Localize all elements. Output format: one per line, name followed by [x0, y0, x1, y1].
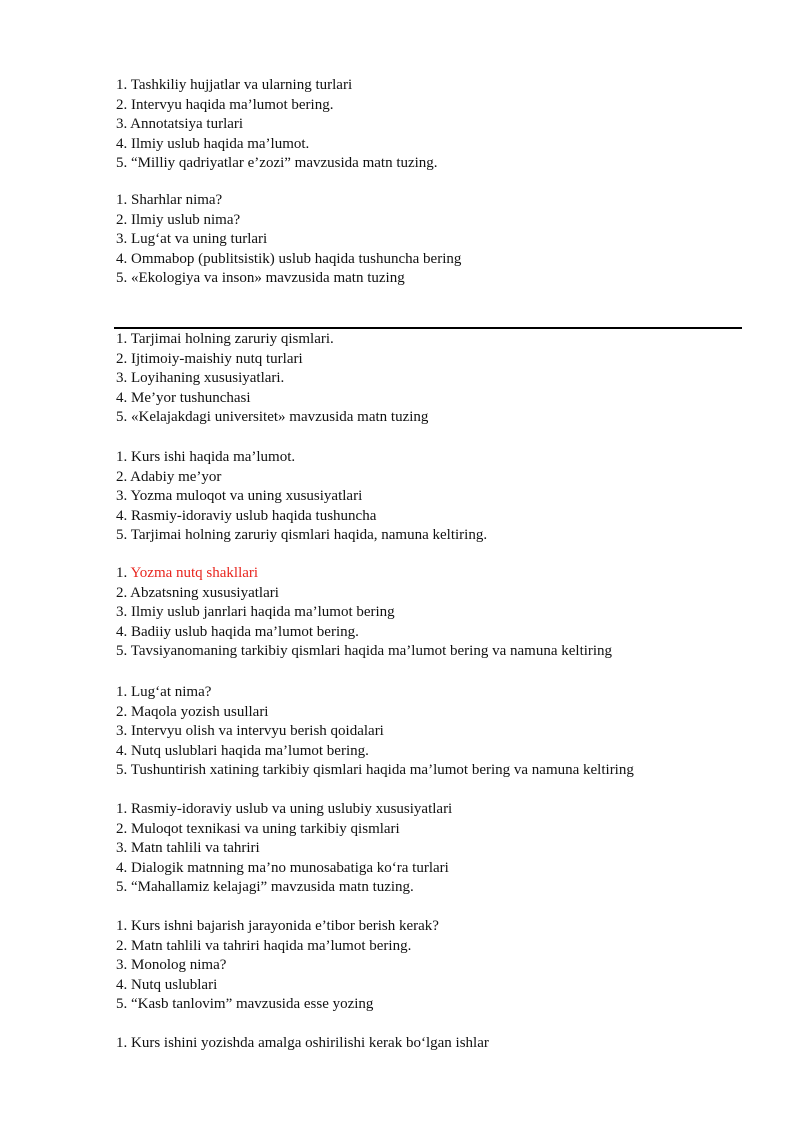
question-item: 1. Kurs ishni bajarish jarayonida e’tibor berish kerak? [116, 918, 439, 934]
question-item: 2. Maqola yozish usullari [116, 703, 269, 720]
question-item: 5. Tavsiyanomaning tarkibiy qismlari haqida ma’lumot bering va namuna keltiring [116, 643, 613, 660]
question-item: 2. Abzatsning xususiyatlari [116, 584, 279, 601]
question-item: 3. Matn tahlili va tahriri [116, 840, 260, 857]
question-item: 2. Adabiy me’yor [116, 468, 222, 485]
highlighted-question-text: Yozma nutq shakllari [130, 565, 259, 581]
question-item: 1. Tarjimai holning zaruriy qismlari. [116, 331, 334, 347]
question-item: 5. «Kelajakdagi universitet» mavzusida matn tuzing [116, 409, 429, 426]
question-item: 2. Ilmiy uslub nima? [116, 211, 241, 228]
question-item: 3. Annotatsiya turlari [116, 116, 244, 133]
question-item: 4. Me’yor tushunchasi [116, 389, 251, 406]
question-item: 4. Nutq uslublari [116, 976, 218, 993]
question-item: 4. Ommabop (publitsistik) uslub haqida tushuncha bering [116, 250, 462, 267]
question-item: 4. Ilmiy uslub haqida ma’lumot. [116, 135, 310, 152]
question-item: 5. «Ekologiya va inson» mavzusida matn tuzing [116, 270, 405, 287]
question-item: 1. Sharhlar nima? [116, 192, 223, 208]
question-item: 2. Muloqot texnikasi va uning tarkibiy qismlari [116, 820, 400, 837]
question-group-2 [116, 191, 461, 289]
horizontal-divider [114, 327, 742, 329]
question-group-7 [116, 800, 452, 898]
question-item: 4. Badiiy uslub haqida ma’lumot bering. [116, 623, 359, 640]
question-item: 1. Rasmiy-idoraviy uslub va uning uslubiy xususiyatlari [116, 801, 453, 817]
question-item: 5. “Mahallamiz kelajagi” mavzusida matn tuzing. [116, 879, 414, 896]
question-item: 5. Tushuntirish xatining tarkibiy qismlari haqida ma’lumot bering va namuna keltiring [116, 762, 634, 779]
question-item: 4. Dialogik matnning ma’no munosabatiga ko‘ra turlari [116, 859, 449, 876]
question-item: 1. Kurs ishini yozishda amalga oshirilishi kerak bo‘lgan ishlar [116, 1035, 489, 1051]
question-group-5 [116, 564, 612, 662]
question-item: 2. Ijtimoiy-maishiy nutq turlari [116, 350, 303, 367]
question-item: 4. Rasmiy-idoraviy uslub haqida tushuncha [116, 507, 377, 524]
question-item: 3. Loyihaning xususiyatlari. [116, 370, 285, 387]
question-group-6 [116, 683, 634, 781]
question-item: 5. “Milliy qadriyatlar e’zozi” mavzusida matn tuzing. [116, 155, 438, 172]
question-item: 1. Tashkiliy hujjatlar va ularning turlari [116, 77, 353, 93]
question-group-8 [116, 917, 439, 1015]
question-item: 1. Lug‘at nima? [116, 684, 212, 700]
question-item: 3. Ilmiy uslub janrlari haqida ma’lumot bering [116, 604, 395, 621]
question-item [116, 564, 612, 584]
question-group-4 [116, 448, 487, 546]
question-item: 1. Kurs ishi haqida ma’lumot. [116, 449, 296, 465]
question-item: 3. Yozma muloqot va uning xususiyatlari [116, 488, 363, 505]
question-group-3 [116, 330, 428, 428]
question-item: 2. Intervyu haqida ma’lumot bering. [116, 96, 334, 113]
question-item: 3. Monolog nima? [116, 957, 227, 974]
question-item: 4. Nutq uslublari haqida ma’lumot bering. [116, 742, 369, 759]
question-item: 2. Matn tahlili va tahriri haqida ma’lumot bering. [116, 937, 412, 954]
question-group-9 [116, 1034, 489, 1054]
question-number: 1. [116, 565, 131, 581]
question-group-1 [116, 76, 438, 174]
question-item: 3. Lug‘at va uning turlari [116, 231, 268, 248]
question-item: 5. Tarjimai holning zaruriy qismlari haqida, namuna keltiring. [116, 527, 488, 544]
question-item: 3. Intervyu olish va intervyu berish qoidalari [116, 723, 384, 740]
question-item: 5. “Kasb tanlovim” mavzusida esse yozing [116, 996, 374, 1013]
